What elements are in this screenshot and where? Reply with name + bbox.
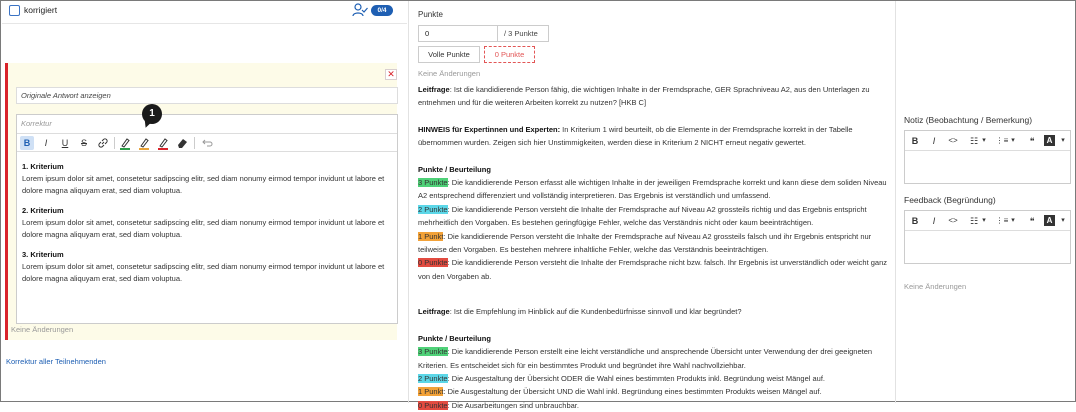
hinweis-text: In Kriterium 1 wird beurteilt, ob die Elemente in der Fremdsprache korrekt in der Tabelle übernommen wurden. Zeigen sich hier Unstimmigkeiten, werden diese in Kriterium 2 NICHT erneut negativ gewertet. xyxy=(418,124,853,148)
underline-button[interactable]: U xyxy=(61,138,69,148)
scale-item xyxy=(418,256,888,283)
top-bar xyxy=(2,2,407,24)
numbered-list-button[interactable]: ⋮≡ xyxy=(995,136,1009,145)
feedback-toolbar xyxy=(905,211,1070,231)
score-badge-0: 0 Punkte xyxy=(418,258,448,268)
code-button[interactable]: <> xyxy=(948,216,958,225)
scale-text: : Die Ausgestaltung der Übersicht UND die Wahl inkl. Begründung eines bestimmten Produkts weisen Mängel auf. xyxy=(443,387,822,397)
toolbar-divider xyxy=(114,137,115,149)
bold-button[interactable]: B xyxy=(911,216,919,226)
beurteilung-title: Punkte / Beurteilung xyxy=(418,164,491,174)
scale-item xyxy=(418,372,888,385)
scale-item xyxy=(418,176,888,203)
eraser-icon[interactable] xyxy=(175,136,189,150)
editor-content[interactable] xyxy=(22,161,394,293)
kriterium-text: Lorem ipsum dolor sit amet, consetetur sadipscing elitr, sed diam nonumy eirmod tempor invidunt ut labore et dolore magna aliquyam erat, sed diam voluptua. xyxy=(22,218,385,239)
editor-toolbar xyxy=(17,133,397,152)
numbered-list-button[interactable]: ⋮≡ xyxy=(995,216,1009,225)
scale-item xyxy=(418,203,888,230)
correction-panel xyxy=(5,63,397,340)
kriterium-3 xyxy=(22,249,394,285)
beurteilung-title: Punkte / Beurteilung xyxy=(418,333,491,343)
strike-button[interactable]: S xyxy=(80,138,87,148)
notiz-label: Notiz (Beobachtung / Bemerkung) xyxy=(904,115,1033,125)
keine-aenderungen-text: Keine Änderungen xyxy=(904,282,967,291)
score-badge-1: 1 Punkt xyxy=(418,231,444,241)
link-icon[interactable] xyxy=(96,136,110,150)
correction-editor[interactable] xyxy=(16,114,398,324)
kriterium-2 xyxy=(22,205,394,241)
chevron-down-icon[interactable]: ▾ xyxy=(1011,137,1015,144)
null-punkte-button[interactable]: 0 Punkte xyxy=(484,46,535,63)
count-badge: 0/4 xyxy=(371,5,393,16)
bold-button[interactable]: B xyxy=(20,136,34,150)
italic-button[interactable]: I xyxy=(44,138,48,148)
scale-item xyxy=(418,399,888,412)
leitfrage-label: Leitfrage xyxy=(418,307,450,317)
grading-guide xyxy=(418,83,888,412)
column-divider xyxy=(408,1,409,403)
bullet-list-button[interactable]: ☷ xyxy=(969,136,979,146)
score-badge-2: 2 Punkte xyxy=(418,204,448,214)
scale-text: : Die Ausarbeitungen sind unbrauchbar. xyxy=(447,400,579,410)
volle-punkte-button[interactable]: Volle Punkte xyxy=(418,46,480,63)
hinweis-label: HINWEIS für Expertinnen und Experten: xyxy=(418,124,561,134)
scale-text: : Die kandidierende Person versteht die Inhalte der Fremdsprache nicht bzw. falsch. Ihr Ergebnis ist unverständlich oder weicht ganz von den Vorgaben ab. xyxy=(418,258,888,281)
points-input[interactable]: 0 xyxy=(418,25,498,42)
column-divider xyxy=(895,1,896,403)
score-badge-1: 1 Punkt xyxy=(418,387,444,397)
scale-item xyxy=(418,345,888,372)
callout-badge: 1 xyxy=(142,104,162,124)
chevron-down-icon[interactable]: ▾ xyxy=(982,217,986,224)
feedback-label: Feedback (Begründung) xyxy=(904,195,996,205)
kriterium-1 xyxy=(22,161,394,197)
notiz-editor[interactable] xyxy=(904,130,1071,184)
scale-text: : Die kandidierende Person erfasst alle wichtigen Inhalte in der jeweiligen Fremdsprache korrekt und kann diese dem soliden Niveau A2 entsprechend differenziert und vollständig interpretieren. Das Ergebnis ist verständlich und umfassend. xyxy=(418,178,887,201)
notes-column xyxy=(904,1,1074,403)
user-check-icon[interactable] xyxy=(352,3,368,17)
original-answer-button[interactable]: Originale Antwort anzeigen xyxy=(16,87,398,104)
close-icon[interactable]: ✕ xyxy=(385,69,397,80)
notiz-toolbar xyxy=(905,131,1070,151)
points-suffix: / 3 Punkte xyxy=(497,25,549,42)
korrigiert-label: korrigiert xyxy=(24,5,58,15)
kriterium-title: 1. Kriterium xyxy=(22,162,64,171)
leitfrage-text: : Ist die Empfehlung im Hinblick auf die Kundenbedürfnisse sinnvoll und klar begründet? xyxy=(449,307,742,317)
kriterium-text: Lorem ipsum dolor sit amet, consetetur sadipscing elitr, sed diam nonumy eirmod tempor invidunt ut labore et dolore magna aliquyam erat, sed diam voluptua. xyxy=(22,262,385,283)
hinweis xyxy=(418,123,888,150)
chevron-down-icon[interactable]: ▾ xyxy=(982,137,986,144)
leitfrage-text: : Ist die kandidierende Person fähig, die wichtigen Inhalte in der Fremdsprache, GER Sprachniveau A2, aus den Unterlagen zu entnehmen und für die weiteren Arbeiten korrekt zu nutzen? [HKB C] xyxy=(418,85,870,108)
quote-button[interactable]: ❝ xyxy=(1029,216,1035,226)
chevron-down-icon[interactable]: ▾ xyxy=(1061,137,1065,144)
score-badge-2: 2 Punkte xyxy=(418,373,448,383)
quote-button[interactable]: ❝ xyxy=(1029,136,1035,146)
correction-column xyxy=(2,2,407,401)
scale-text: : Die kandidierende Person versteht die Inhalte der Fremdsprache auf Niveau A2 grossteils richtig und das Ergebnis entspricht mehrheitlich den Vorgaben. Es bestehen geringfügige Fehler, welche das Verständnis nicht oder kaum beeinträchtigen. xyxy=(418,204,867,228)
scale-text: : Die kandidierende Person erstellt eine leicht verständliche und ansprechende Übersicht unter Verwendung der drei geeigneten Kriterien. Es entscheidet sich für ein bestimmtes Produkt und begründet ihre Wahl nachvollziehbar. xyxy=(418,347,873,370)
toolbar-divider xyxy=(194,137,195,149)
code-button[interactable]: <> xyxy=(948,136,958,145)
italic-button[interactable]: I xyxy=(932,136,936,146)
keine-aenderungen-text: Keine Änderungen xyxy=(418,69,481,78)
korrektur-aller-link[interactable]: Korrektur aller Teilnehmenden xyxy=(6,357,106,366)
score-badge-3: 3 Punkte xyxy=(418,178,448,188)
chevron-down-icon[interactable]: ▾ xyxy=(1011,217,1015,224)
scale-item xyxy=(418,385,888,398)
kriterium-title: 2. Kriterium xyxy=(22,206,64,215)
leitfrage-2 xyxy=(418,305,888,318)
score-badge-3: 3 Punkte xyxy=(418,347,448,357)
font-color-button[interactable]: A xyxy=(1044,135,1055,146)
scale-item xyxy=(418,230,888,257)
highlight-orange-icon[interactable] xyxy=(137,136,151,150)
keine-aenderungen-text: Keine Änderungen xyxy=(11,325,74,334)
undo-icon[interactable] xyxy=(199,136,213,150)
highlight-green-icon[interactable] xyxy=(118,136,132,150)
leitfrage-1 xyxy=(418,83,888,110)
italic-button[interactable]: I xyxy=(932,216,936,226)
kriterium-title: 3. Kriterium xyxy=(22,250,64,259)
kriterium-text: Lorem ipsum dolor sit amet, consetetur sadipscing elitr, sed diam nonumy eirmod tempor invidunt ut labore et dolore magna aliquyam erat, sed diam voluptua. xyxy=(22,174,385,195)
score-badge-0: 0 Punkte xyxy=(418,400,448,410)
chevron-down-icon[interactable]: ▾ xyxy=(1061,217,1065,224)
highlight-red-icon[interactable] xyxy=(156,136,170,150)
grading-column xyxy=(418,1,888,410)
feedback-editor[interactable] xyxy=(904,210,1071,264)
leitfrage-label: Leitfrage xyxy=(418,85,450,94)
punkte-title: Punkte xyxy=(418,10,443,19)
editor-placeholder: Korrektur xyxy=(21,119,52,128)
bold-button[interactable]: B xyxy=(911,136,919,146)
scale-text: : Die Ausgestaltung der Übersicht ODER die Wahl eines bestimmten Produkts inkl. Begründung weist Mängel auf. xyxy=(447,373,826,383)
bullet-list-button[interactable]: ☷ xyxy=(969,216,979,226)
korrigiert-checkbox[interactable] xyxy=(9,5,20,16)
scale-text: : Die kandidierende Person versteht die Inhalte der Fremdsprache auf Niveau A2 grossteils falsch und ihr Ergebnis entspricht nur teilweise den Vorgaben. Es bestehen mehrere inhaltliche Fehler, welche das Verständnis beeinträchtigen. xyxy=(418,231,872,255)
font-color-button[interactable]: A xyxy=(1044,215,1055,226)
